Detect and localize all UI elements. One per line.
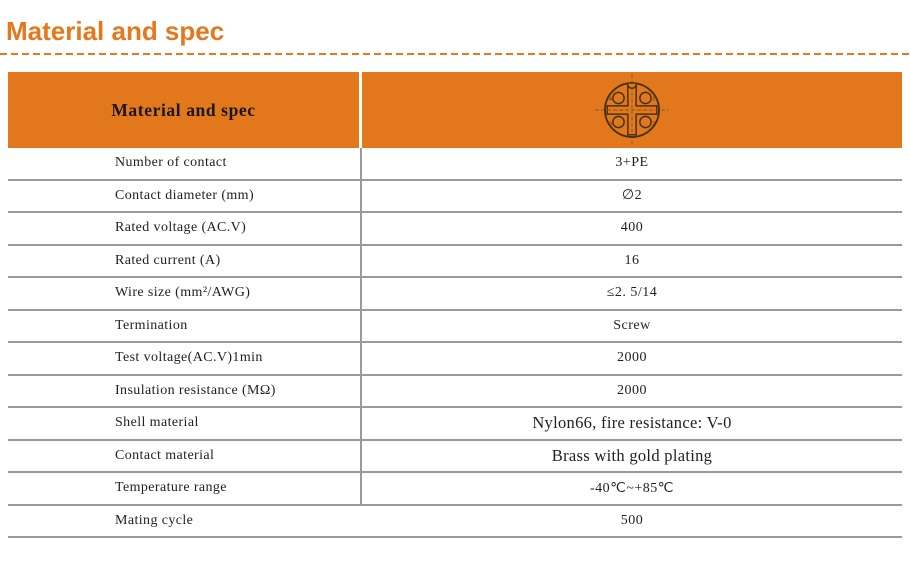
spec-label: Test voltage(AC.V)1min (115, 350, 263, 366)
spec-value: 3+PE (360, 148, 902, 179)
table-row (8, 408, 902, 441)
spec-label: Number of contact (115, 155, 227, 171)
spec-label: Shell material (115, 415, 199, 431)
table-header-icon-cell (362, 72, 902, 148)
table-row (8, 441, 902, 474)
spec-label: Contact material (115, 447, 215, 463)
spec-value: 500 (620, 512, 644, 528)
spec-value: ∅2 (360, 181, 902, 212)
table-header-title: Material and spec (8, 72, 359, 148)
page-title: Material and spec (6, 16, 225, 46)
dashed-divider (0, 53, 910, 55)
spec-value: 2000 (360, 376, 902, 407)
spec-label: Rated voltage (AC.V) (115, 220, 247, 236)
spec-value: 400 (360, 213, 902, 244)
spec-label: Mating cycle (115, 512, 194, 528)
spec-value: -40℃~+85℃ (360, 473, 902, 504)
table-row (8, 473, 902, 506)
spec-label: Wire size (mm²/AWG) (115, 285, 251, 301)
table-row (8, 148, 902, 181)
table-row (8, 376, 902, 409)
pin-number-top-right: 1 (652, 95, 656, 103)
connector-pinout-icon (593, 74, 671, 146)
table-row (8, 343, 902, 376)
spec-table (8, 72, 902, 538)
spec-label: Temperature range (115, 480, 227, 496)
table-row (8, 213, 902, 246)
spec-table-body (8, 148, 902, 538)
spec-value: Screw (360, 311, 902, 342)
pin-number-bottom-right: 2 (652, 120, 656, 128)
spec-value: 16 (360, 246, 902, 277)
spec-label: Rated current (A) (115, 252, 221, 268)
table-row (8, 506, 902, 539)
table-header-row (8, 72, 902, 148)
spec-label: Termination (115, 317, 188, 333)
spec-value: ≤2. 5/14 (360, 278, 902, 309)
spec-value: Nylon66, fire resistance: V-0 (360, 408, 902, 439)
spec-label: Insulation resistance (MΩ) (115, 382, 276, 398)
spec-value: 2000 (360, 343, 902, 374)
spec-value: Brass with gold plating (360, 441, 902, 472)
pin-number-top-left: 4 (608, 95, 612, 103)
table-row (8, 246, 902, 279)
spec-label: Contact diameter (mm) (115, 187, 255, 203)
table-row (8, 278, 902, 311)
table-row (8, 181, 902, 214)
table-row (8, 311, 902, 344)
pin-number-bottom-left: 3 (608, 120, 612, 128)
